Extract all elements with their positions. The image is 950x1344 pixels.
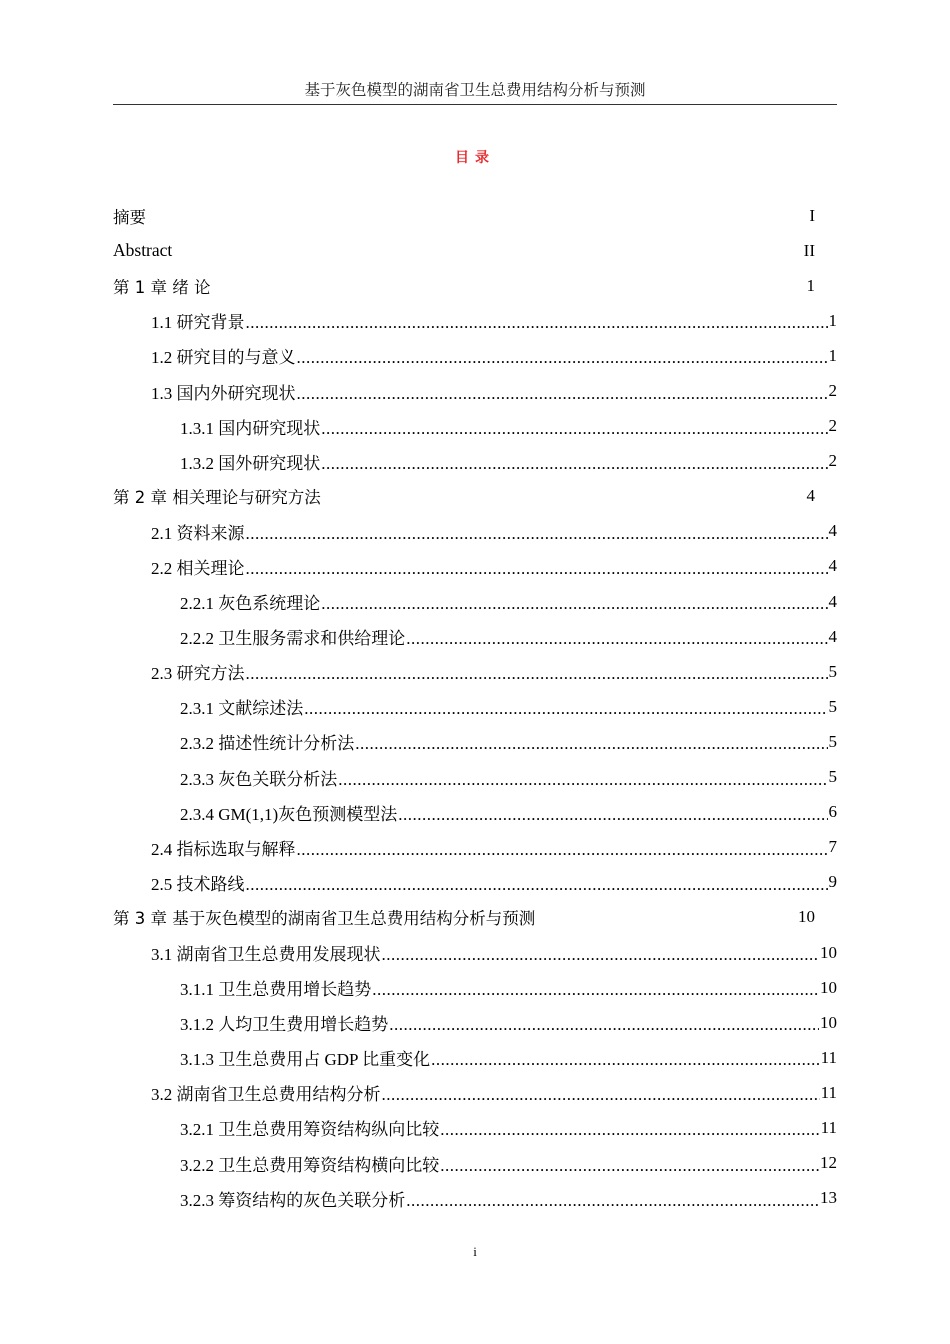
dot-leader [297, 840, 828, 857]
dot-leader [246, 559, 828, 576]
dot-leader [406, 1191, 819, 1208]
toc-entry-chapter-3[interactable] [113, 900, 837, 935]
toc-entry-page: 11 [820, 1047, 837, 1067]
toc-entry[interactable] [113, 444, 837, 479]
toc-entry-page: 6 [828, 802, 837, 822]
dot-leader [440, 1120, 819, 1137]
toc-entry-page: 4 [828, 521, 837, 541]
toc-entry-page: I [809, 205, 815, 225]
toc-entry-page: II [803, 240, 815, 260]
toc-entry-abstract-cn[interactable] [113, 198, 837, 233]
toc-entry[interactable] [113, 724, 837, 759]
toc-entry[interactable] [113, 409, 837, 444]
toc-entry[interactable] [113, 514, 837, 549]
toc-entry[interactable] [113, 1075, 837, 1110]
toc-entry-label: 1.1 研究背景 [151, 313, 245, 333]
dot-leader [321, 594, 827, 611]
toc-entry-page: 5 [828, 731, 837, 751]
dot-leader [304, 699, 827, 716]
dot-leader [246, 524, 828, 541]
dot-leader [389, 1015, 819, 1032]
dot-leader [372, 980, 819, 997]
dot-leader [246, 664, 828, 681]
dot-leader [440, 1156, 819, 1173]
dot-leader [431, 1050, 819, 1067]
toc-entry-chapter-2[interactable] [113, 479, 837, 514]
dot-leader [246, 875, 828, 892]
dot-leader [382, 945, 820, 962]
toc-entry[interactable] [113, 1005, 837, 1040]
toc-entry-page: 12 [820, 1153, 837, 1173]
toc-entry-label: Abstract [113, 240, 173, 261]
toc-entry[interactable] [113, 619, 837, 654]
header-divider [113, 104, 837, 105]
toc-title: 目录 [455, 150, 495, 166]
toc-entry-page: 5 [828, 661, 837, 681]
toc-entry-page: 11 [820, 1117, 837, 1137]
toc-entry[interactable] [113, 795, 837, 830]
toc-entry-label: 1.3 国内外研究现状 [151, 383, 296, 403]
toc-entry-label: 3.2.1 卫生总费用筹资结构纵向比较 [180, 1120, 440, 1140]
toc-entry-label: 3.2.2 卫生总费用筹资结构横向比较 [180, 1155, 440, 1175]
toc-entry-label: 2.3.4 GM(1,1)灰色预测模型法 [180, 804, 398, 824]
toc-entry-page: 2 [828, 381, 837, 401]
toc-entry[interactable] [113, 338, 837, 373]
toc-entry-abstract-en[interactable] [113, 233, 837, 268]
toc-entry-label: 第 2 章 相关理论与研究方法 [113, 488, 321, 508]
toc-entry[interactable] [113, 1110, 837, 1145]
toc-entry-page: 4 [828, 626, 837, 646]
toc-entry-label: 2.1 资料来源 [151, 523, 245, 543]
toc-entry-label: 2.3 研究方法 [151, 664, 245, 684]
toc-entry-label: 2.3.1 文献综述法 [180, 699, 304, 719]
toc-entry-label: 2.3.3 灰色关联分析法 [180, 769, 338, 789]
toc-entry-label: 3.2 湖南省卫生总费用结构分析 [151, 1085, 381, 1105]
page-number: i [473, 1244, 477, 1259]
dot-leader [382, 1085, 820, 1102]
toc-entry-label: 3.1 湖南省卫生总费用发展现状 [151, 945, 381, 965]
toc-entry-label: 3.2.3 筹资结构的灰色关联分析 [180, 1190, 406, 1210]
toc-entry[interactable] [113, 865, 837, 900]
toc-entry-page: 4 [828, 591, 837, 611]
dot-leader [297, 384, 828, 401]
toc-entry-label: 2.4 指标选取与解释 [151, 839, 296, 859]
toc-entry-label: 3.1.2 人均卫生费用增长趋势 [180, 1015, 389, 1035]
toc-entry-page: 1 [806, 275, 815, 295]
toc-entry[interactable] [113, 654, 837, 689]
toc-entry-page: 5 [828, 767, 837, 787]
toc-entry-page: 4 [806, 486, 815, 506]
toc-entry[interactable] [113, 1181, 837, 1216]
dot-leader [321, 454, 827, 471]
toc-entry-label: 2.2.2 卫生服务需求和供给理论 [180, 629, 406, 649]
toc-entry-label: 2.2.1 灰色系统理论 [180, 594, 321, 614]
toc-entry-label: 1.3.1 国内研究现状 [180, 418, 321, 438]
toc-entry-page: 13 [820, 1188, 837, 1208]
toc-entry[interactable] [113, 1040, 837, 1075]
toc-entry-page: 10 [820, 977, 837, 997]
toc-entry-page: 11 [820, 1082, 837, 1102]
toc-entry-label: 1.2 研究目的与意义 [151, 348, 296, 368]
toc-entry[interactable] [113, 689, 837, 724]
toc-entry-label: 3.1.3 卫生总费用占 GDP 比重变化 [180, 1050, 431, 1070]
toc-entry-page: 9 [828, 872, 837, 892]
toc-entry-label: 第 3 章 基于灰色模型的湖南省卫生总费用结构分析与预测 [113, 909, 536, 929]
toc-entry-label: 1.3.2 国外研究现状 [180, 453, 321, 473]
dot-leader [406, 629, 827, 646]
toc-entry-label: 3.1.1 卫生总费用增长趋势 [180, 980, 372, 1000]
toc-entry-label: 第 1 章 绪 论 [113, 277, 211, 297]
toc-entry-label: 2.3.2 描述性统计分析法 [180, 734, 355, 754]
toc-entry-label: 2.5 技术路线 [151, 874, 245, 894]
dot-leader [321, 419, 827, 436]
toc-entry[interactable] [113, 830, 837, 865]
toc-entry-page: 5 [828, 696, 837, 716]
toc-entry-page: 1 [828, 345, 837, 365]
dot-leader [338, 770, 827, 787]
toc-entry-page: 10 [798, 907, 815, 927]
running-header: 基于灰色模型的湖南省卫生总费用结构分析与预测 [304, 82, 646, 99]
dot-leader [398, 805, 827, 822]
dot-leader [297, 348, 828, 365]
dot-leader [246, 313, 828, 330]
toc-entry[interactable] [113, 549, 837, 584]
toc-entry[interactable] [113, 760, 837, 795]
toc-entry[interactable] [113, 303, 837, 338]
toc-entry-page: 7 [828, 837, 837, 857]
toc-entry-label: 2.2 相关理论 [151, 558, 245, 578]
dot-leader [355, 734, 827, 751]
toc-entry[interactable] [113, 584, 837, 619]
toc-entry[interactable] [113, 935, 837, 970]
toc-entry[interactable] [113, 970, 837, 1005]
toc-entry-chapter-1[interactable] [113, 268, 837, 303]
toc-entry-page: 4 [828, 556, 837, 576]
toc-entry[interactable] [113, 373, 837, 408]
table-of-contents [113, 198, 837, 1216]
toc-entry-page: 2 [828, 416, 837, 436]
toc-entry-label: 摘要 [113, 207, 146, 227]
toc-entry-page: 2 [828, 451, 837, 471]
toc-entry-page: 1 [828, 310, 837, 330]
toc-entry[interactable] [113, 1146, 837, 1181]
toc-entry-page: 10 [820, 1012, 837, 1032]
toc-entry-page: 10 [820, 942, 837, 962]
